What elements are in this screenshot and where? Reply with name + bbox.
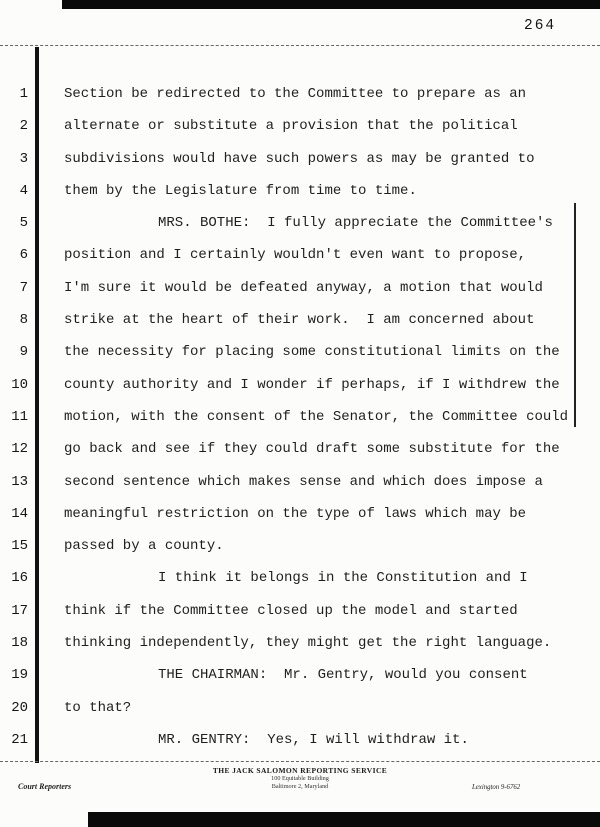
line-text: I think it belongs in the Constitution and I	[158, 570, 528, 587]
page-number: 264	[524, 18, 557, 34]
line-number: 21	[11, 731, 28, 748]
line-number: 2	[19, 118, 28, 135]
line-text: to that?	[64, 699, 132, 716]
service-address-1: 100 Equitable Building	[271, 775, 329, 782]
transcript-line	[0, 239, 596, 271]
service-name: THE JACK SALOMON REPORTING SERVICE	[212, 766, 388, 775]
transcript-line	[0, 401, 596, 433]
transcript-line	[0, 143, 596, 175]
line-number: 8	[19, 312, 28, 329]
line-number: 12	[11, 441, 28, 458]
line-text: second sentence which makes sense and which does impose a	[64, 473, 543, 490]
line-text: county authority and I wonder if perhaps, if I withdrew the	[64, 376, 560, 393]
footer-ruled-line	[0, 761, 600, 762]
line-text: passed by a county.	[64, 538, 224, 555]
transcript-lines	[0, 78, 596, 756]
transcript-line	[0, 627, 596, 659]
page-footer	[0, 763, 600, 811]
line-number: 5	[19, 215, 28, 232]
transcript-line	[0, 304, 596, 336]
line-number: 11	[11, 408, 28, 425]
transcript-line	[0, 692, 596, 724]
line-text: alternate or substitute a provision that the political	[64, 118, 518, 135]
line-text: go back and see if they could draft some substitute for the	[64, 441, 560, 458]
bottom-scan-bar	[88, 812, 600, 827]
transcript-line	[0, 498, 596, 530]
line-text: the necessity for placing some constitutional limits on the	[64, 344, 560, 361]
service-address-2: Baltimore 2, Maryland	[271, 782, 329, 790]
transcript-line	[0, 369, 596, 401]
line-number: 4	[19, 182, 28, 199]
transcript-line	[0, 272, 596, 304]
line-text: thinking independently, they might get the right language.	[64, 635, 552, 652]
top-ruled-line	[0, 45, 600, 46]
line-text: think if the Committee closed up the model and started	[64, 602, 518, 619]
line-number: 9	[19, 344, 28, 361]
line-text: MRS. BOTHE: I fully appreciate the Committee's	[158, 215, 553, 232]
line-text: THE CHAIRMAN: Mr. Gentry, would you consent	[158, 667, 528, 684]
transcript-line	[0, 175, 596, 207]
transcript-line	[0, 207, 596, 239]
transcript-line	[0, 562, 596, 594]
court-reporters-label: Court Reporters	[18, 782, 72, 791]
line-text: subdivisions would have such powers as may be granted to	[64, 150, 535, 167]
line-number: 13	[11, 473, 28, 490]
transcript-line	[0, 433, 596, 465]
service-phone: Lexington 9-6762	[472, 784, 521, 791]
line-number: 19	[11, 667, 28, 684]
top-scan-bar	[62, 0, 600, 9]
line-text: them by the Legislature from time to time.	[64, 182, 417, 199]
transcript-line	[0, 724, 596, 756]
line-number: 10	[11, 376, 28, 393]
line-number: 7	[19, 279, 28, 296]
transcript-line	[0, 595, 596, 627]
line-number: 1	[19, 86, 28, 102]
transcript-line	[0, 659, 596, 691]
line-number: 14	[11, 505, 28, 522]
transcript-line	[0, 78, 596, 110]
line-text: Section be redirected to the Committee to prepare as an	[64, 86, 527, 102]
transcript-line	[0, 336, 596, 368]
line-number: 6	[19, 247, 28, 264]
line-number: 15	[11, 538, 28, 555]
line-number: 16	[11, 570, 28, 587]
line-text: I'm sure it would be defeated anyway, a motion that would	[64, 279, 543, 296]
line-text: motion, with the consent of the Senator, the Committee could	[64, 408, 569, 425]
line-number: 17	[11, 602, 28, 619]
transcript-line	[0, 530, 596, 562]
transcript-line	[0, 110, 596, 142]
line-text: meaningful restriction on the type of laws which may be	[64, 505, 527, 522]
line-number: 18	[11, 635, 28, 652]
line-text: MR. GENTRY: Yes, I will withdraw it.	[158, 731, 469, 748]
line-number: 3	[19, 150, 28, 167]
transcript-line	[0, 466, 596, 498]
line-text: position and I certainly wouldn't even want to propose,	[64, 247, 527, 264]
line-number: 20	[11, 699, 28, 716]
line-text: strike at the heart of their work. I am concerned about	[64, 312, 535, 329]
